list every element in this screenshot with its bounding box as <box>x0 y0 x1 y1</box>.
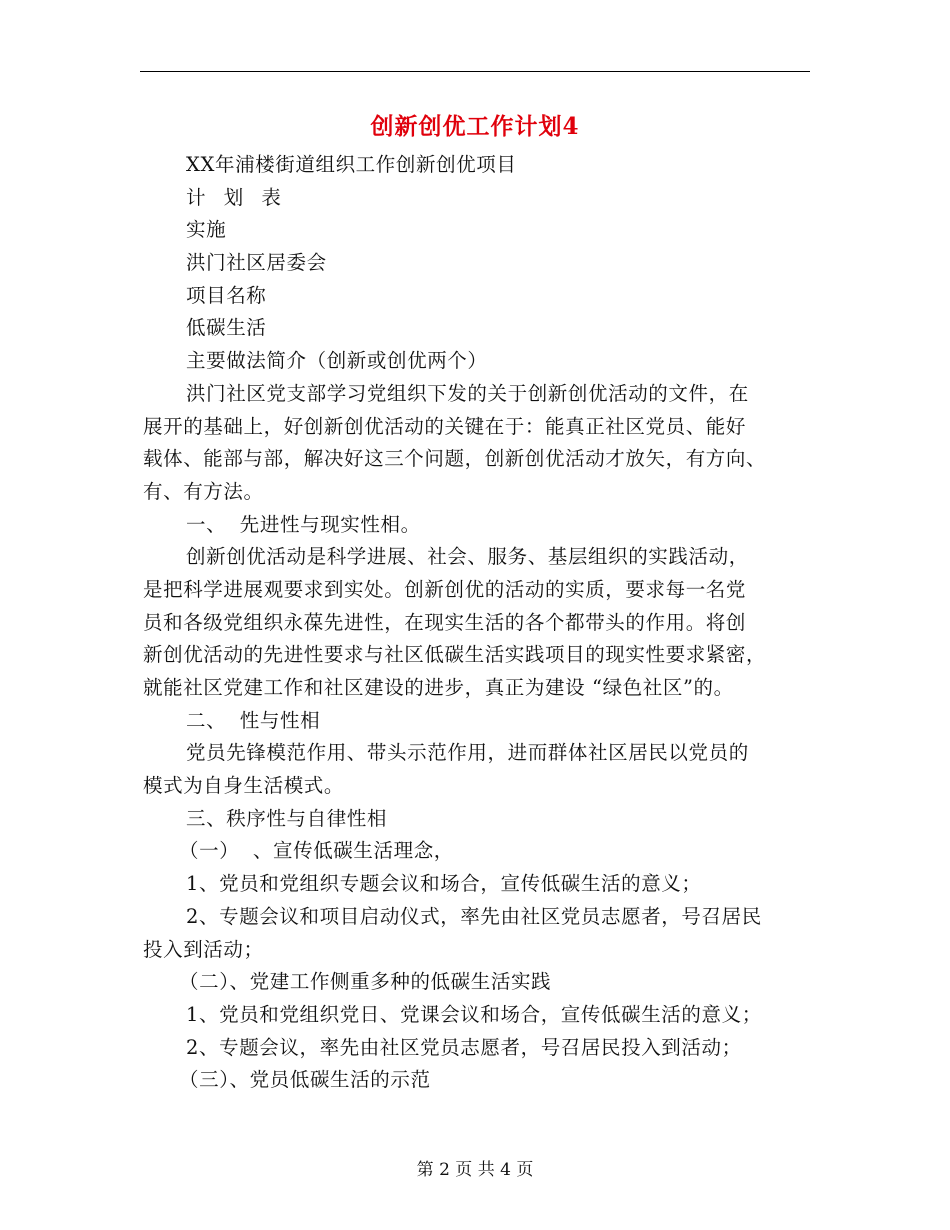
list-item: 2、专题会议和项目启动仪式，率先由社区党员志愿者，号召居民 <box>186 904 762 928</box>
text-line: 低碳生活 <box>186 316 267 340</box>
text-line: 新创优活动的先进性要求与社区低碳生活实践项目的现实性要求紧密， <box>143 643 767 667</box>
text-line: 模式为自身生活模式。 <box>143 774 345 798</box>
text-line: XX年浦楼街道组织工作创新创优项目 <box>186 153 517 176</box>
text-line: 实施 <box>186 218 227 242</box>
text-line: 党员先锋模范作用、带头示范作用，进而群体社区居民以党员的 <box>186 741 749 765</box>
page-footer: 第 2 页 共 4 页 <box>416 1160 534 1180</box>
text-line: 展开的基础上，好创新创优活动的关键在于：能真正社区党员、能好 <box>143 414 747 438</box>
text-line: 洪门社区居委会 <box>186 251 327 275</box>
text-line: 主要做法简介（创新或创优两个） <box>186 349 488 373</box>
subsection-heading: （三）、党员低碳生活的示范 <box>179 1068 431 1092</box>
text-line: 就能社区党建工作和社区建设的进步，真正为建设 “绿色社区”的。 <box>143 676 734 699</box>
text-line: 创新创优活动是科学进展、社会、服务、基层组织的实践活动， <box>186 545 749 569</box>
section-heading: 二、 性与性相 <box>186 708 321 732</box>
text-line: 计 划 表 <box>186 185 287 209</box>
text-line: 项目名称 <box>186 283 267 307</box>
subsection-heading: （二）、党建工作侧重多种的低碳生活实践 <box>179 970 552 994</box>
list-item: 1、党员和党组织党日、党课会议和场合，宣传低碳生活的意义； <box>186 1002 762 1026</box>
document-title: 创新创优工作计划4 <box>370 113 580 140</box>
document-body <box>143 149 810 1097</box>
text-line: 洪门社区党支部学习党组织下发的关于创新创优活动的文件，在 <box>186 381 749 405</box>
section-heading: 一、 先进性与现实性相。 <box>186 512 421 536</box>
list-item: 2、专题会议，率先由社区党员志愿者，号召居民投入到活动； <box>186 1035 742 1059</box>
section-heading: 三、秩序性与自律性相 <box>186 806 388 830</box>
text-line: 是把科学进展观要求到实处。创新创优的活动的实质，要求每一名党 <box>143 577 747 601</box>
text-line: 载体、能部与部，解决好这三个问题，创新创优活动才放矢，有方向、 <box>143 447 767 471</box>
subsection-heading: （一） 、宣传低碳生活理念， <box>179 839 454 863</box>
text-line: 员和各级党组织永葆先进性，在现实生活的各个都带头的作用。将创 <box>143 610 747 634</box>
text-line: 投入到活动； <box>143 937 264 961</box>
header-rule <box>140 71 810 72</box>
list-item: 1、党员和党组织专题会议和场合，宣传低碳生活的意义； <box>186 872 702 896</box>
text-line: 有、有方法。 <box>143 479 264 503</box>
